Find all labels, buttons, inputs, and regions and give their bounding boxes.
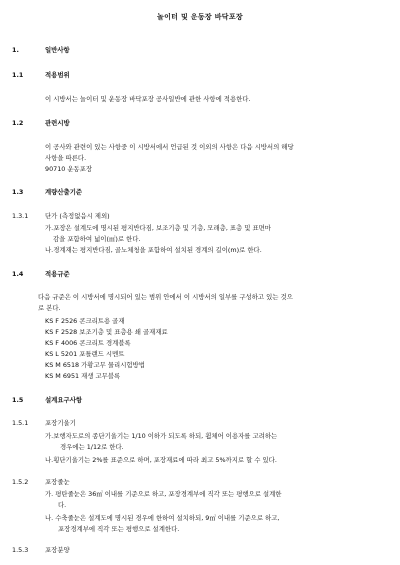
section-1-5-1-number: 1.5.1 [12, 419, 29, 427]
section-1-number: 1. [12, 46, 19, 54]
section-1-3-1-item-b: 나.경계재는 평지반다짐, 골노체청을 포함하여 설치된 경계의 길이(m)로 한다. [45, 246, 262, 254]
section-1-5-1-heading: 포장기울기 [45, 419, 76, 427]
section-1-5-2-item-a-line1: 가. 평탄줄눈은 36㎡ 이내를 기준으로 하고, 포장경계부에 직각 또는 평행으로 설계한 [45, 490, 282, 498]
section-1-1-heading: 적용범위 [45, 71, 70, 79]
section-1-2-number: 1.2 [12, 119, 24, 127]
section-1-3-number: 1.3 [12, 188, 24, 196]
section-1-2-body-line2: 사항을 따른다. [45, 154, 87, 162]
section-1-5-2-number: 1.5.2 [12, 478, 29, 486]
standard-item: KS L 5201 포틀랜드 시멘트 [45, 350, 125, 358]
section-1-5-2-heading: 포장줄눈 [45, 478, 70, 486]
section-1-3-1-number: 1.3.1 [12, 212, 29, 220]
section-1-2-body-line1: 이 공사와 관련이 있는 사항중 이 시방서에서 언급된 것 이외의 사항은 다음 시방서의 해당 [45, 143, 294, 151]
section-1-3-1-heading: 단가 (측정없음시 제외) [45, 212, 110, 220]
standard-item: KS F 2528 보조기층 및 표층용 쇄 골재재료 [45, 328, 168, 336]
section-1-4-body-line1: 다음 규준은 이 시방서에 명시되어 있는 범위 안에서 이 시방서의 일부를 구성하고 있는 것으 [38, 293, 293, 301]
section-1-5-3-number: 1.5.3 [12, 546, 29, 554]
section-1-1-number: 1.1 [12, 71, 24, 79]
section-1-4-number: 1.4 [12, 270, 24, 278]
section-1-3-1-item-a-line1: 가.포장은 설계도에 명시된 평지반다짐, 보조기층 및 기층, 모래층, 표층 및 표면마 [45, 224, 271, 232]
section-1-4-heading: 적용규준 [45, 270, 70, 278]
section-1-5-number: 1.5 [12, 396, 24, 404]
section-1-5-2-item-a-line2: 다. [58, 501, 67, 509]
section-1-4-body-line2: 로 본다. [38, 304, 61, 312]
section-1-5-3-heading: 포장분양 [45, 546, 70, 554]
standard-item: KS M 6518 가황고무 물리시험방법 [45, 361, 145, 369]
section-1-2-heading: 관련시방 [45, 119, 70, 127]
section-1-heading: 일반사항 [45, 46, 70, 54]
section-1-5-2-item-b-line1: 나. 수축줄눈은 설계도에 명시된 경우에 한하여 설치하되, 9㎡ 이내를 기준으로 하고, [45, 514, 280, 522]
section-1-5-heading: 설계요구사항 [45, 396, 83, 404]
section-1-1-body: 이 시방서는 놀이터 및 운동장 바닥포장 공사일반에 관한 사항에 적용한다. [45, 95, 251, 103]
section-1-5-1-item-b: 나.횡단기울기는 2%를 표준으로 하며, 포장재료에 따라 최고 5%까지로 할 수 있다. [45, 456, 277, 464]
section-1-5-1-item-a-line2: 경우에는 1/12로 한다. [60, 443, 124, 451]
section-1-3-1-item-a-line2: 감을 포함하여 넓이(㎡)로 한다. [53, 235, 141, 243]
section-1-2-body-line3: 90710 운동포장 [45, 165, 93, 173]
section-1-5-1-item-a-line1: 가.보행자도로의 종단기울기는 1/10 이하가 되도록 하되, 휠체어 이용자를 고려하는 [45, 432, 278, 440]
standard-item: KS F 2526 콘크리트용 골재 [45, 317, 125, 325]
standard-item: KS M 6951 재생 고무블록 [45, 372, 121, 380]
section-1-3-heading: 계량산출기준 [45, 188, 83, 196]
standard-item: KS F 4006 콘크리트 경계블록 [45, 339, 131, 347]
document-title: 놀이터 및 운동장 바닥포장 [157, 13, 243, 21]
section-1-5-2-item-b-line2: 포장경계부에 직각 또는 평행으로 설계한다. [58, 525, 180, 533]
